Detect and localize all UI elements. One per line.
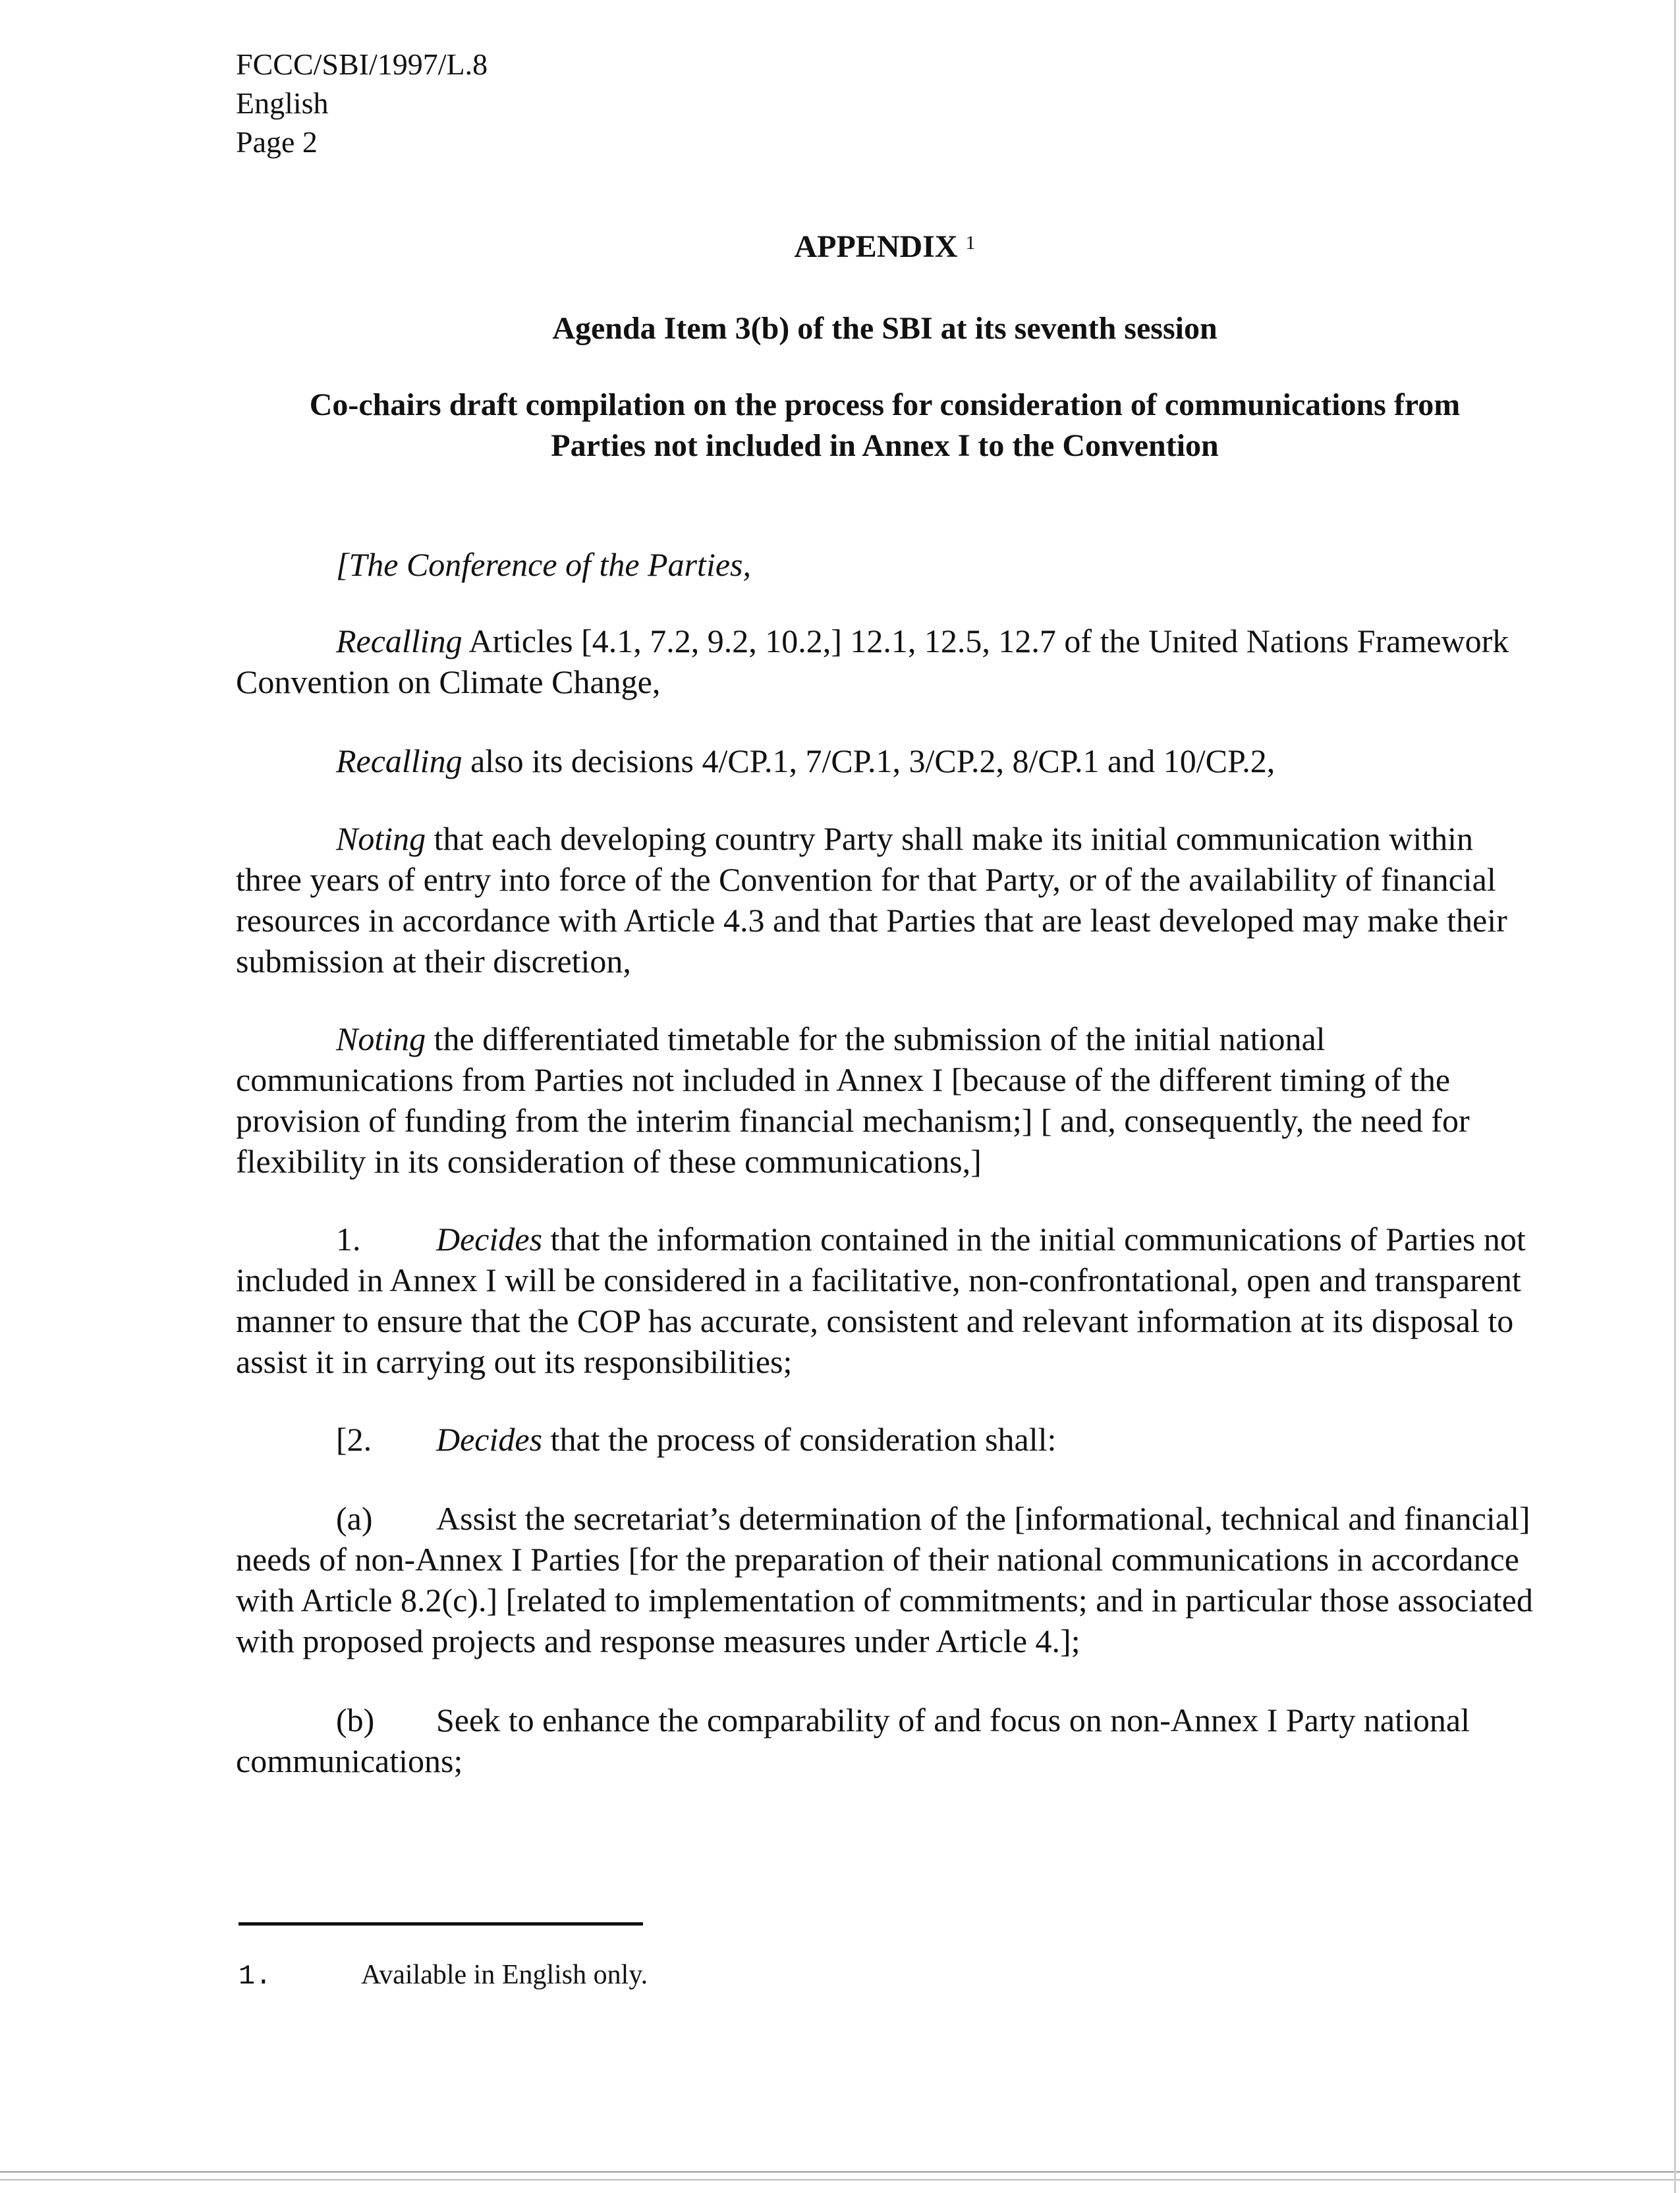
decides-lead: Decides	[436, 1221, 543, 1258]
recalling-text: also its decisions 4/CP.1, 7/CP.1, 3/CP.2, 8/CP.1 and 10/CP.2,	[462, 742, 1275, 779]
subparagraph-label: (b)	[336, 1702, 375, 1738]
noting-text: that each developing country Party shall make its initial communication within three years of entry into force of the Convention for that Party, or of the availability of financial resources in accordance with Article 4.3 and that Parties that are least developed may make their submission at their discretion,	[236, 820, 1507, 980]
footnote-text: Available in English only.	[361, 1960, 648, 1990]
noting-lead: Noting	[336, 1020, 426, 1057]
decides-lead: Decides	[436, 1421, 543, 1458]
compilation-heading-line-2: Parties not included in Annex I to the Convention	[551, 428, 1219, 463]
footnote-separator	[238, 1922, 643, 1926]
operative-paragraph-1	[236, 1219, 1540, 1382]
document-language: English	[236, 86, 329, 120]
noting-lead: Noting	[336, 820, 426, 857]
document-header	[236, 45, 488, 161]
paragraph-number: 1.	[336, 1221, 361, 1258]
scan-edge-line	[0, 2179, 1680, 2180]
noting-text: the differentiated timetable for the submission of the initial national communications from Parties not included in Annex I [because of the different timing of the provision of funding from the interim financial mechanism;] [ and, consequently, the need for flexibility in its consideration of these communications,]	[236, 1020, 1470, 1180]
preamble-noting-timetable	[236, 1018, 1540, 1182]
footnote-number: 1.	[238, 1960, 272, 1992]
subparagraph-text: Assist the secretariat’s determination of the [informational, technical and financial] needs of non-Annex I Parties [for the preparation of their national communications in accordance with Article 8.2(c).] [related to implementation of commitments; and in particular those associated with proposed projects and response measures under Article 4.];	[236, 1500, 1533, 1659]
recalling-text: Articles [4.1, 7.2, 9.2, 10.2,] 12.1, 12.5, 12.7 of the United Nations Framework Convention on Climate Change,	[236, 623, 1509, 700]
operative-paragraph-2	[236, 1419, 1540, 1460]
recalling-lead: Recalling	[336, 742, 462, 779]
subparagraph-a	[236, 1498, 1540, 1661]
compilation-heading	[236, 385, 1534, 466]
subparagraph-label: (a)	[336, 1500, 373, 1537]
preamble-recalling-articles	[236, 621, 1540, 702]
scan-edge-line	[0, 2171, 1680, 2173]
paragraph-number: [2.	[336, 1421, 372, 1458]
footnote-reference: 1	[965, 232, 976, 254]
footnote	[238, 1958, 648, 1993]
agenda-item-heading: Agenda Item 3(b) of the SBI at its seventh session	[552, 311, 1218, 346]
page-number: Page 2	[236, 125, 318, 159]
paragraph-text: that the information contained in the initial communications of Parties not included in Annex I will be considered in a facilitative, non-confrontational, open and transparent manner to ensure that the COP has accurate, consistent and relevant information at its disposal to assist it in carrying out its responsibilities;	[236, 1221, 1526, 1380]
preamble-noting-initial-communication	[236, 818, 1540, 982]
preamble-opening: [The Conference of the Parties,	[336, 546, 751, 583]
scan-right-edge	[1674, 0, 1676, 2193]
appendix-heading	[236, 227, 1534, 267]
recalling-lead: Recalling	[336, 623, 462, 659]
compilation-heading-line-1: Co-chairs draft compilation on the process for consideration of communications from	[309, 387, 1461, 422]
document-symbol: FCCC/SBI/1997/L.8	[236, 47, 488, 81]
appendix-title: APPENDIX	[794, 229, 958, 264]
subparagraph-text: Seek to enhance the comparability of and focus on non-Annex I Party national communications;	[236, 1702, 1470, 1779]
subparagraph-b	[236, 1700, 1540, 1781]
paragraph-text: that the process of consideration shall:	[542, 1421, 1057, 1458]
preamble-recalling-decisions	[236, 740, 1540, 781]
